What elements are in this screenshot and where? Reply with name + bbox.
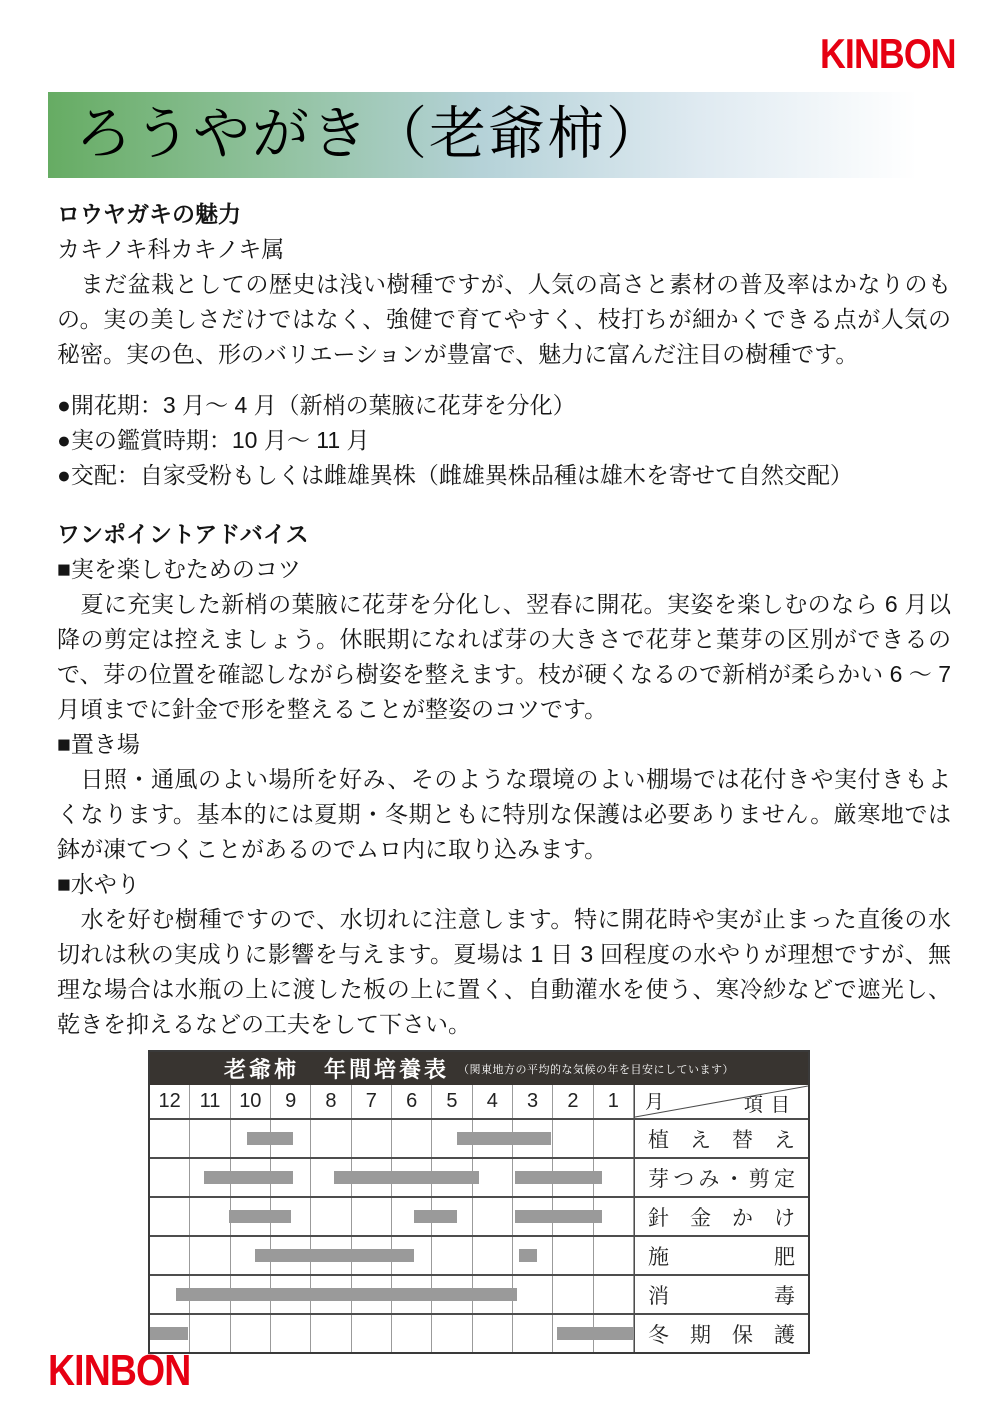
subheading-watering: ■水やり — [57, 871, 140, 897]
grid-cell — [473, 1198, 513, 1235]
grid-cell — [190, 1120, 230, 1157]
row-label-char: 肥 — [774, 1245, 795, 1269]
gantt-bar — [150, 1327, 188, 1340]
grid-cell — [352, 1120, 392, 1157]
grid-cell — [190, 1315, 230, 1352]
grid-cell — [594, 1276, 634, 1313]
gantt-bar — [414, 1210, 456, 1223]
grid-cell — [231, 1315, 271, 1352]
cultivation-table-title: 老爺柿 年間培養表 — [223, 1057, 449, 1082]
row-label-char: 毒 — [774, 1284, 795, 1308]
month-cell: 4 — [473, 1085, 513, 1118]
fact-flowering: ●開花期：3 月～ 4 月（新梢の葉腋に花芽を分化） — [57, 392, 576, 418]
grid-cell — [553, 1120, 593, 1157]
gantt-bar — [457, 1132, 552, 1145]
month-cell: 11 — [190, 1085, 230, 1118]
row-label — [634, 1237, 808, 1274]
row-label — [634, 1159, 808, 1196]
grid-cell — [513, 1315, 553, 1352]
corner-label-item: 項目 — [743, 1095, 798, 1116]
row-month-grid — [150, 1276, 634, 1313]
row-label-char: 期 — [690, 1323, 711, 1347]
section-heading-advice: ワンポイントアドバイス — [57, 521, 309, 547]
row-label-char: 冬 — [648, 1323, 669, 1347]
row-label-char: 施 — [648, 1245, 669, 1269]
kinbon-logo-top: KINBON — [820, 30, 956, 77]
table-row — [150, 1120, 808, 1159]
row-label-char: 金 — [690, 1206, 711, 1230]
row-label-char: か — [732, 1206, 753, 1230]
grid-cell — [150, 1237, 190, 1274]
fact-pollination: ●交配：自家受粉もしくは雌雄異株（雌雄異株品種は雄木を寄せて自然交配） — [57, 462, 853, 488]
row-label-char: 消 — [648, 1284, 669, 1308]
table-row — [150, 1198, 808, 1237]
grid-cell — [311, 1198, 351, 1235]
month-cell: 8 — [311, 1085, 351, 1118]
grid-cell — [432, 1237, 472, 1274]
row-label-char: け — [774, 1206, 795, 1230]
month-cell: 5 — [432, 1085, 472, 1118]
grid-cell — [352, 1198, 392, 1235]
body-content — [57, 197, 951, 1042]
gantt-bar — [204, 1171, 293, 1184]
grid-cell — [190, 1198, 230, 1235]
grid-cell — [392, 1120, 432, 1157]
grid-cell — [553, 1276, 593, 1313]
gantt-bar — [519, 1249, 537, 1262]
grid-cell — [271, 1315, 311, 1352]
row-label — [634, 1120, 808, 1157]
month-cell: 7 — [352, 1085, 392, 1118]
gantt-bar — [247, 1132, 293, 1145]
grid-cell — [473, 1315, 513, 1352]
row-label-char: 針 — [648, 1206, 669, 1230]
grid-cell — [150, 1198, 190, 1235]
grid-cell — [150, 1120, 190, 1157]
title-banner — [48, 92, 953, 178]
month-cell: 12 — [150, 1085, 190, 1118]
row-label-char: え — [690, 1128, 711, 1152]
table-row — [150, 1237, 808, 1276]
gantt-bar — [255, 1249, 414, 1262]
row-label-char: 保 — [732, 1323, 753, 1347]
grid-cell — [311, 1315, 351, 1352]
row-label-char: 定 — [773, 1167, 795, 1191]
row-month-grid — [150, 1120, 634, 1157]
grid-cell — [392, 1315, 432, 1352]
gantt-bar — [515, 1171, 602, 1184]
table-row — [150, 1315, 808, 1352]
table-row — [150, 1276, 808, 1315]
intro-paragraph: まだ盆栽としての歴史は浅い樹種ですが、人気の高さと素材の普及率はかなりのもの。実の美しさだけではなく、強健で育てやすく、枝打ちが細かくできる点が人気の秘密。実の色、形のバリエーションが豊富で、魅力に富んだ注目の樹種です。 — [57, 271, 951, 367]
grid-cell — [150, 1159, 190, 1196]
grid-cell — [190, 1237, 230, 1274]
grid-cell — [473, 1237, 513, 1274]
month-cell: 10 — [231, 1085, 271, 1118]
row-label-char: ・ — [723, 1167, 745, 1191]
gantt-bar — [176, 1288, 517, 1301]
table-row — [150, 1159, 808, 1198]
row-month-grid — [150, 1198, 634, 1235]
paragraph-placement: 日照・通風のよい場所を好み、そのような環境のよい棚場では花付きや実付きもよくなります。基本的には夏期・冬期ともに特別な保護は必要ありません。厳寒地では鉢が凍てつくことがあるのでムロ内に取り込みます。 — [57, 766, 951, 862]
row-label — [634, 1315, 808, 1352]
fact-fruit-viewing: ●実の鑑賞時期：10 月～ 11 月 — [57, 427, 370, 453]
paragraph-fruit-tips: 夏に充実した新梢の葉腋に花芽を分化し、翌春に開花。実姿を楽しむのなら 6 月以降の剪定は控えましょう。休眠期になれば芽の大きさで花芽と葉芽の区別ができるので、芽の位置を確認しながら樹姿を整えます。枝が硬くなるので新梢が柔らかい 6 ～ 7 月頃までに針金で形を整えることが整姿のコツです。 — [57, 591, 951, 722]
month-cell: 9 — [271, 1085, 311, 1118]
row-label-char: 替 — [732, 1128, 753, 1152]
corner-label-month: 月 — [644, 1092, 664, 1113]
month-row — [150, 1085, 808, 1120]
row-label-char: み — [698, 1167, 720, 1191]
paragraph-watering: 水を好む樹種ですので、水切れに注意します。特に開花時や実が止まった直後の水切れは秋の実成りに影響を与えます。夏場は 1 日 3 回程度の水やりが理想ですが、無理な場合は水瓶の上に渡した板の上に置く、自動灌水を使う、寒冷紗などで遮光し、乾きを抑えるなどの工夫をして下さい。 — [57, 906, 951, 1037]
row-label-char: つ — [673, 1167, 695, 1191]
grid-cell — [352, 1315, 392, 1352]
subheading-placement: ■置き場 — [57, 731, 140, 757]
page-title: ろうやがき（老爺柿） — [75, 103, 665, 166]
row-label-char: え — [774, 1128, 795, 1152]
row-label-char: 植 — [648, 1128, 669, 1152]
gantt-bar — [334, 1171, 479, 1184]
gantt-bar — [229, 1210, 292, 1223]
cultivation-table — [148, 1050, 810, 1354]
month-cell: 1 — [594, 1085, 634, 1118]
row-label-char: 護 — [774, 1323, 795, 1347]
grid-cell — [432, 1315, 472, 1352]
grid-cell — [311, 1120, 351, 1157]
row-label — [634, 1198, 808, 1235]
gantt-rows — [150, 1120, 808, 1352]
cultivation-table-header — [150, 1052, 808, 1085]
corner-cell — [634, 1085, 808, 1118]
cultivation-table-note: （関東地方の平均的な気候の年を目安にしています） — [458, 1063, 734, 1076]
row-label-char: 芽 — [648, 1167, 669, 1191]
row-month-grid — [150, 1237, 634, 1274]
row-month-grid — [150, 1315, 634, 1352]
month-cell: 3 — [513, 1085, 553, 1118]
subheading-fruit-tips: ■実を楽しむためのコツ — [57, 556, 301, 582]
row-label-char: 剪 — [748, 1167, 770, 1191]
month-cell: 2 — [553, 1085, 593, 1118]
section-heading-charm: ロウヤガキの魅力 — [57, 201, 241, 227]
taxonomy-line: カキノキ科カキノキ属 — [57, 236, 285, 262]
gantt-bar — [515, 1210, 602, 1223]
grid-cell — [594, 1120, 634, 1157]
gantt-bar — [557, 1327, 634, 1340]
grid-cell — [553, 1237, 593, 1274]
grid-cell — [594, 1237, 634, 1274]
row-label — [634, 1276, 808, 1313]
row-month-grid — [150, 1159, 634, 1196]
kinbon-logo-bottom: KINBON — [48, 1346, 191, 1395]
grid-cell — [513, 1276, 553, 1313]
month-cell: 6 — [392, 1085, 432, 1118]
